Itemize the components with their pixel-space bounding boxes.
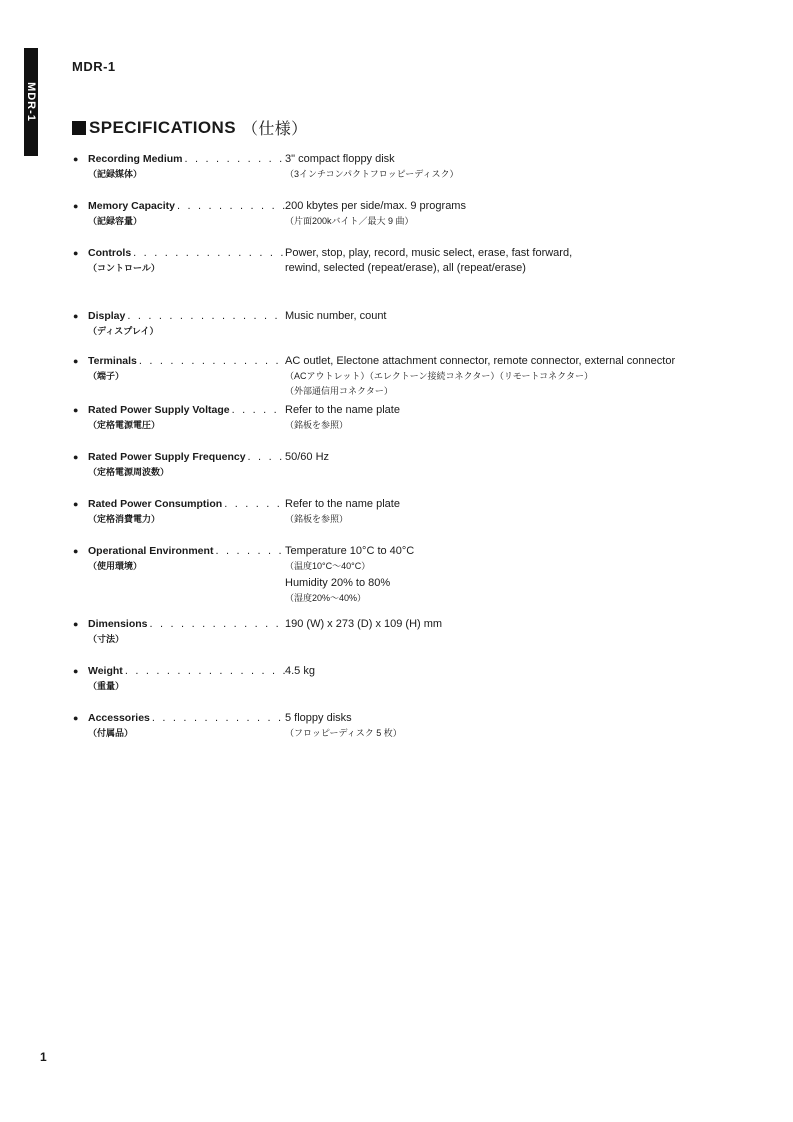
bullet-icon: ● <box>73 248 79 258</box>
section-title-jp: （仕様） <box>241 121 308 138</box>
spec-recording-medium <box>72 152 752 182</box>
bullet-icon: ● <box>73 201 79 211</box>
dot-leader <box>183 152 285 167</box>
dot-leader <box>123 664 285 679</box>
dot-leader <box>148 617 285 632</box>
spec-value-jp: （フロッピーディスク 5 枚） <box>285 728 402 738</box>
spec-label: Rated Power Consumption <box>88 498 223 510</box>
spec-rated-consumption <box>72 497 752 527</box>
bullet-icon: ● <box>73 713 79 723</box>
bullet-icon: ● <box>73 311 79 321</box>
spec-label: Dimensions <box>88 618 148 630</box>
spec-label-jp: （記録媒体） <box>88 169 143 179</box>
side-index-tab <box>24 48 38 156</box>
spec-label-jp: （付属品） <box>88 728 134 738</box>
page-number: 1 <box>40 1050 47 1064</box>
spec-terminals <box>72 354 752 399</box>
spec-rated-voltage <box>72 403 752 433</box>
bullet-icon: ● <box>73 619 79 629</box>
dot-leader <box>222 497 285 512</box>
spec-label-jp: （コントロール） <box>88 263 160 273</box>
spec-label-jp: （記録容量） <box>88 216 143 226</box>
spec-value: 3" compact floppy disk <box>285 153 395 165</box>
spec-label: Display <box>88 310 126 322</box>
spec-value: Temperature 10°C to 40°C <box>285 545 415 557</box>
spec-value: Power, stop, play, record, music select, erase, fast forward, <box>285 247 573 259</box>
spec-label: Terminals <box>88 355 137 367</box>
spec-value: Refer to the name plate <box>285 498 400 510</box>
spec-display <box>72 309 752 339</box>
spec-label-jp: （使用環境） <box>88 561 143 571</box>
spec-value-jp: （温度10°C～40°C） <box>285 561 371 571</box>
spec-value: Music number, count <box>285 310 387 322</box>
spec-label-jp: （定格消費電力） <box>88 514 161 524</box>
spec-label-jp: （ディスプレイ） <box>88 326 159 336</box>
spec-value-jp: （湿度20%～40%） <box>285 593 367 603</box>
bullet-icon: ● <box>73 405 79 415</box>
spec-value-jp: （銘板を参照） <box>285 514 349 524</box>
dot-leader <box>137 354 285 369</box>
spec-label: Controls <box>88 247 132 259</box>
spec-memory-capacity <box>72 199 752 229</box>
side-tab-label: MDR-1 <box>25 82 37 122</box>
dot-leader <box>131 246 285 261</box>
bullet-icon: ● <box>73 666 79 676</box>
dot-leader <box>230 403 285 418</box>
spec-label-jp: （端子） <box>88 371 125 381</box>
spec-operational-environment <box>72 544 752 606</box>
spec-value: Refer to the name plate <box>285 404 400 416</box>
bullet-icon: ● <box>73 154 79 164</box>
spec-value-jp: （外部通信用コネクター） <box>285 386 393 396</box>
section-title <box>72 116 308 139</box>
dot-leader <box>175 199 285 214</box>
spec-label-jp: （重量） <box>88 681 125 691</box>
spec-label: Accessories <box>88 712 150 724</box>
spec-label: Recording Medium <box>88 153 183 165</box>
spec-value: 50/60 Hz <box>285 451 330 463</box>
spec-value: rewind, selected (repeat/erase), all (repeat/erase) <box>285 262 526 274</box>
bullet-icon: ● <box>73 356 79 366</box>
bullet-icon: ● <box>73 499 79 509</box>
bullet-icon: ● <box>73 546 79 556</box>
spec-value-jp: （ACアウトレット）（エレクトーン接続コネクター）（リモートコネクター） <box>285 371 593 381</box>
spec-value: Humidity 20% to 80% <box>285 577 391 589</box>
spec-value: 4.5 kg <box>285 665 315 677</box>
spec-label: Memory Capacity <box>88 200 175 212</box>
spec-value: 5 floppy disks <box>285 712 352 724</box>
spec-value: 190 (W) x 273 (D) x 109 (H) mm <box>285 618 443 630</box>
bullet-icon: ● <box>73 452 79 462</box>
spec-label: Operational Environment <box>88 545 214 557</box>
spec-value-jp: （片面200kバイト／最大 9 曲） <box>285 216 414 226</box>
spec-value-jp: （3インチコンパクトフロッピーディスク） <box>285 169 459 179</box>
dot-leader <box>125 309 285 324</box>
spec-value-jp: （銘板を参照） <box>285 420 349 430</box>
spec-weight <box>72 664 752 694</box>
section-title-text: SPECIFICATIONS <box>89 117 236 137</box>
spec-label-jp: （寸法） <box>88 634 125 644</box>
spec-value: AC outlet, Electone attachment connector, remote connector, external connector <box>285 355 676 367</box>
spec-dimensions <box>72 617 752 647</box>
spec-label: Weight <box>88 665 123 677</box>
spec-rated-frequency <box>72 450 752 480</box>
dot-leader <box>213 544 285 559</box>
dot-leader <box>150 711 285 726</box>
spec-accessories <box>72 711 752 741</box>
spec-label: Rated Power Supply Voltage <box>88 404 230 416</box>
spec-value: 200 kbytes per side/max. 9 programs <box>285 200 466 212</box>
spec-label: Rated Power Supply Frequency <box>88 451 246 463</box>
spec-label-jp: （定格電源周波数） <box>88 467 170 477</box>
dot-leader <box>246 450 285 465</box>
spec-controls <box>72 246 752 276</box>
spec-label-jp: （定格電源電圧） <box>88 420 161 430</box>
model-name: MDR-1 <box>72 59 116 74</box>
square-bullet-icon <box>72 121 86 135</box>
